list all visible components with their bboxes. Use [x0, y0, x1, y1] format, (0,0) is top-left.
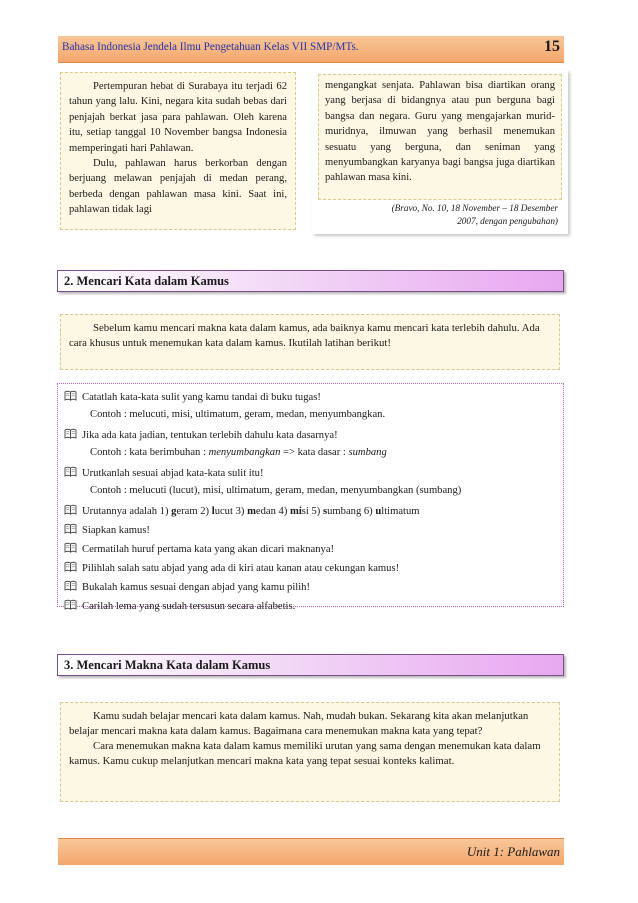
order-bold: m — [247, 506, 256, 517]
story-left-column — [60, 72, 296, 230]
order-bold: l — [211, 506, 215, 517]
section-3-text-box — [60, 702, 560, 802]
list-item — [64, 542, 334, 555]
story-right-textbox — [318, 74, 562, 200]
example-word: menyumbangkan — [208, 447, 281, 458]
list-item — [64, 466, 264, 479]
order-text: si 5) — [301, 506, 323, 517]
example-prefix: Contoh : kata berimbuhan : — [90, 447, 209, 458]
story-right-column — [312, 70, 568, 234]
example-line — [90, 447, 387, 458]
section-3-title: 3. Mencari Makna Kata dalam Kamus — [64, 658, 271, 672]
example-line: Contoh : melucuti, misi, ultimatum, geram, medan, menyumbangkan. — [90, 409, 386, 420]
open-book-icon — [64, 523, 77, 534]
unit-label: Unit 1: Pahlawan — [466, 844, 560, 859]
step-text: Catatlah kata-kata sulit yang kamu tandai di buku tugas! — [82, 392, 321, 403]
open-book-icon — [64, 599, 77, 610]
order-text: eram 2) — [176, 506, 212, 517]
list-item — [64, 561, 399, 574]
page-header — [58, 36, 564, 63]
story-right-paragraph: mengangkat senjata. Pahlawan bisa diartikan orang yang berjasa di bidangnya atau pun berguna bagi bangsa dan negara. Guru yang mengajarkan murid-muridnya, ilmuwan yang berhasil menemukan sesuatu yang berguna, dan seniman yang menyumbangkan karyanya bagi bangsa juga diartikan pahlawan masa kini. — [325, 80, 555, 184]
open-book-icon — [64, 561, 77, 572]
open-book-icon — [64, 542, 77, 553]
example-line: Contoh : melucuti (lucut), misi, ultimatum, geram, medan, menyumbangkan (sumbang) — [90, 485, 462, 496]
step-text: Urutkanlah sesuai abjad kata-kata sulit itu! — [82, 468, 264, 479]
step-text: Bukalah kamus sesuai dengan abjad yang kamu pilih! — [82, 582, 311, 593]
section-2-intro-box — [60, 314, 560, 370]
section-3-paragraph-1: Kamu sudah belajar mencari kata dalam kamus. Nah, mudah bukan. Sekarang kita akan melanjutkan belajar mencari makna kata dalam kamus. Bagaimana cara menemukan makna kata yang tepat? — [69, 710, 529, 737]
step-text: Pilihlah salah satu abjad yang ada di kiri atau kanan atau cekungan kamus! — [82, 563, 400, 574]
section-2-intro: Sebelum kamu mencari makna kata dalam kamus, ada baiknya kamu mencari kata terlebih dahulu. Ada cara khusus untuk menemukan kata dalam kamus. Ikutilah latihan berikut! — [69, 322, 540, 349]
order-bold: u — [375, 506, 382, 517]
citation-line-1: (Bravo, No. 10, 18 November – 18 Desember — [391, 203, 558, 213]
section-3-header — [57, 654, 564, 676]
section-2-steps-list — [57, 383, 564, 612]
story-left-paragraph-2: Dulu, pahlawan harus berkorban dengan berjuang melawan penjajah di medan perang, berbeda dengan pahlawan masa kini. Saat ini, pahlawan tidak lagi — [69, 158, 287, 216]
order-bold: s — [322, 506, 328, 517]
citation-line-2: 2007, dengan pengubahan) — [457, 216, 558, 226]
order-bold: mi — [290, 506, 302, 517]
list-item — [64, 523, 150, 536]
section-2-header — [57, 270, 564, 292]
page-number: 15 — [544, 38, 560, 55]
open-book-icon — [64, 466, 77, 477]
open-book-icon — [64, 580, 77, 591]
citation — [318, 202, 558, 228]
page-footer — [58, 838, 564, 865]
story-left-paragraph-1: Pertempuran hebat di Surabaya itu terjadi 62 tahun yang lalu. Kini, negara kita sudah bebas dari penjajah berkat jasa para pahlawan. Oleh karena itu, setiap tanggal 10 November bangsa Indonesia memperingati hari Pahlawan. — [69, 81, 287, 154]
step-text: Siapkan kamus! — [82, 525, 150, 536]
open-book-icon — [64, 504, 77, 515]
open-book-icon — [64, 428, 77, 439]
list-item — [64, 580, 310, 593]
step-text: Cermatilah huruf pertama kata yang akan dicari maknanya! — [82, 544, 335, 555]
list-item — [64, 504, 420, 517]
order-bold: g — [171, 506, 177, 517]
section-3-paragraph-2: Cara menemukan makna kata dalam kamus memiliki urutan yang sama dengan menemukan kata dalam kamus. Kamu cukup melanjutkan mencari makna kata yang tepat sesuai konteks kalimat. — [69, 740, 541, 767]
order-text: ucut 3) — [214, 506, 248, 517]
order-text: ltimatum — [381, 506, 420, 517]
example-root: sumbang — [348, 447, 387, 458]
order-text: umbang 6) — [327, 506, 376, 517]
example-arrow: => kata dasar : — [280, 447, 349, 458]
list-item — [64, 390, 321, 403]
step-text: Carilah lema yang sudah tersusun secara alfabetis. — [82, 601, 296, 612]
book-title: Bahasa Indonesia Jendela Ilmu Pengetahuan Kelas VII SMP/MTs. — [62, 41, 359, 53]
list-item — [64, 599, 295, 612]
open-book-icon — [64, 390, 77, 401]
order-text: edan 4) — [255, 506, 291, 517]
order-prefix: Urutannya adalah 1) — [82, 506, 172, 517]
section-2-title: 2. Mencari Kata dalam Kamus — [64, 274, 229, 288]
list-item — [64, 428, 338, 441]
step-text: Jika ada kata jadian, tentukan terlebih dahulu kata dasarnya! — [82, 430, 338, 441]
